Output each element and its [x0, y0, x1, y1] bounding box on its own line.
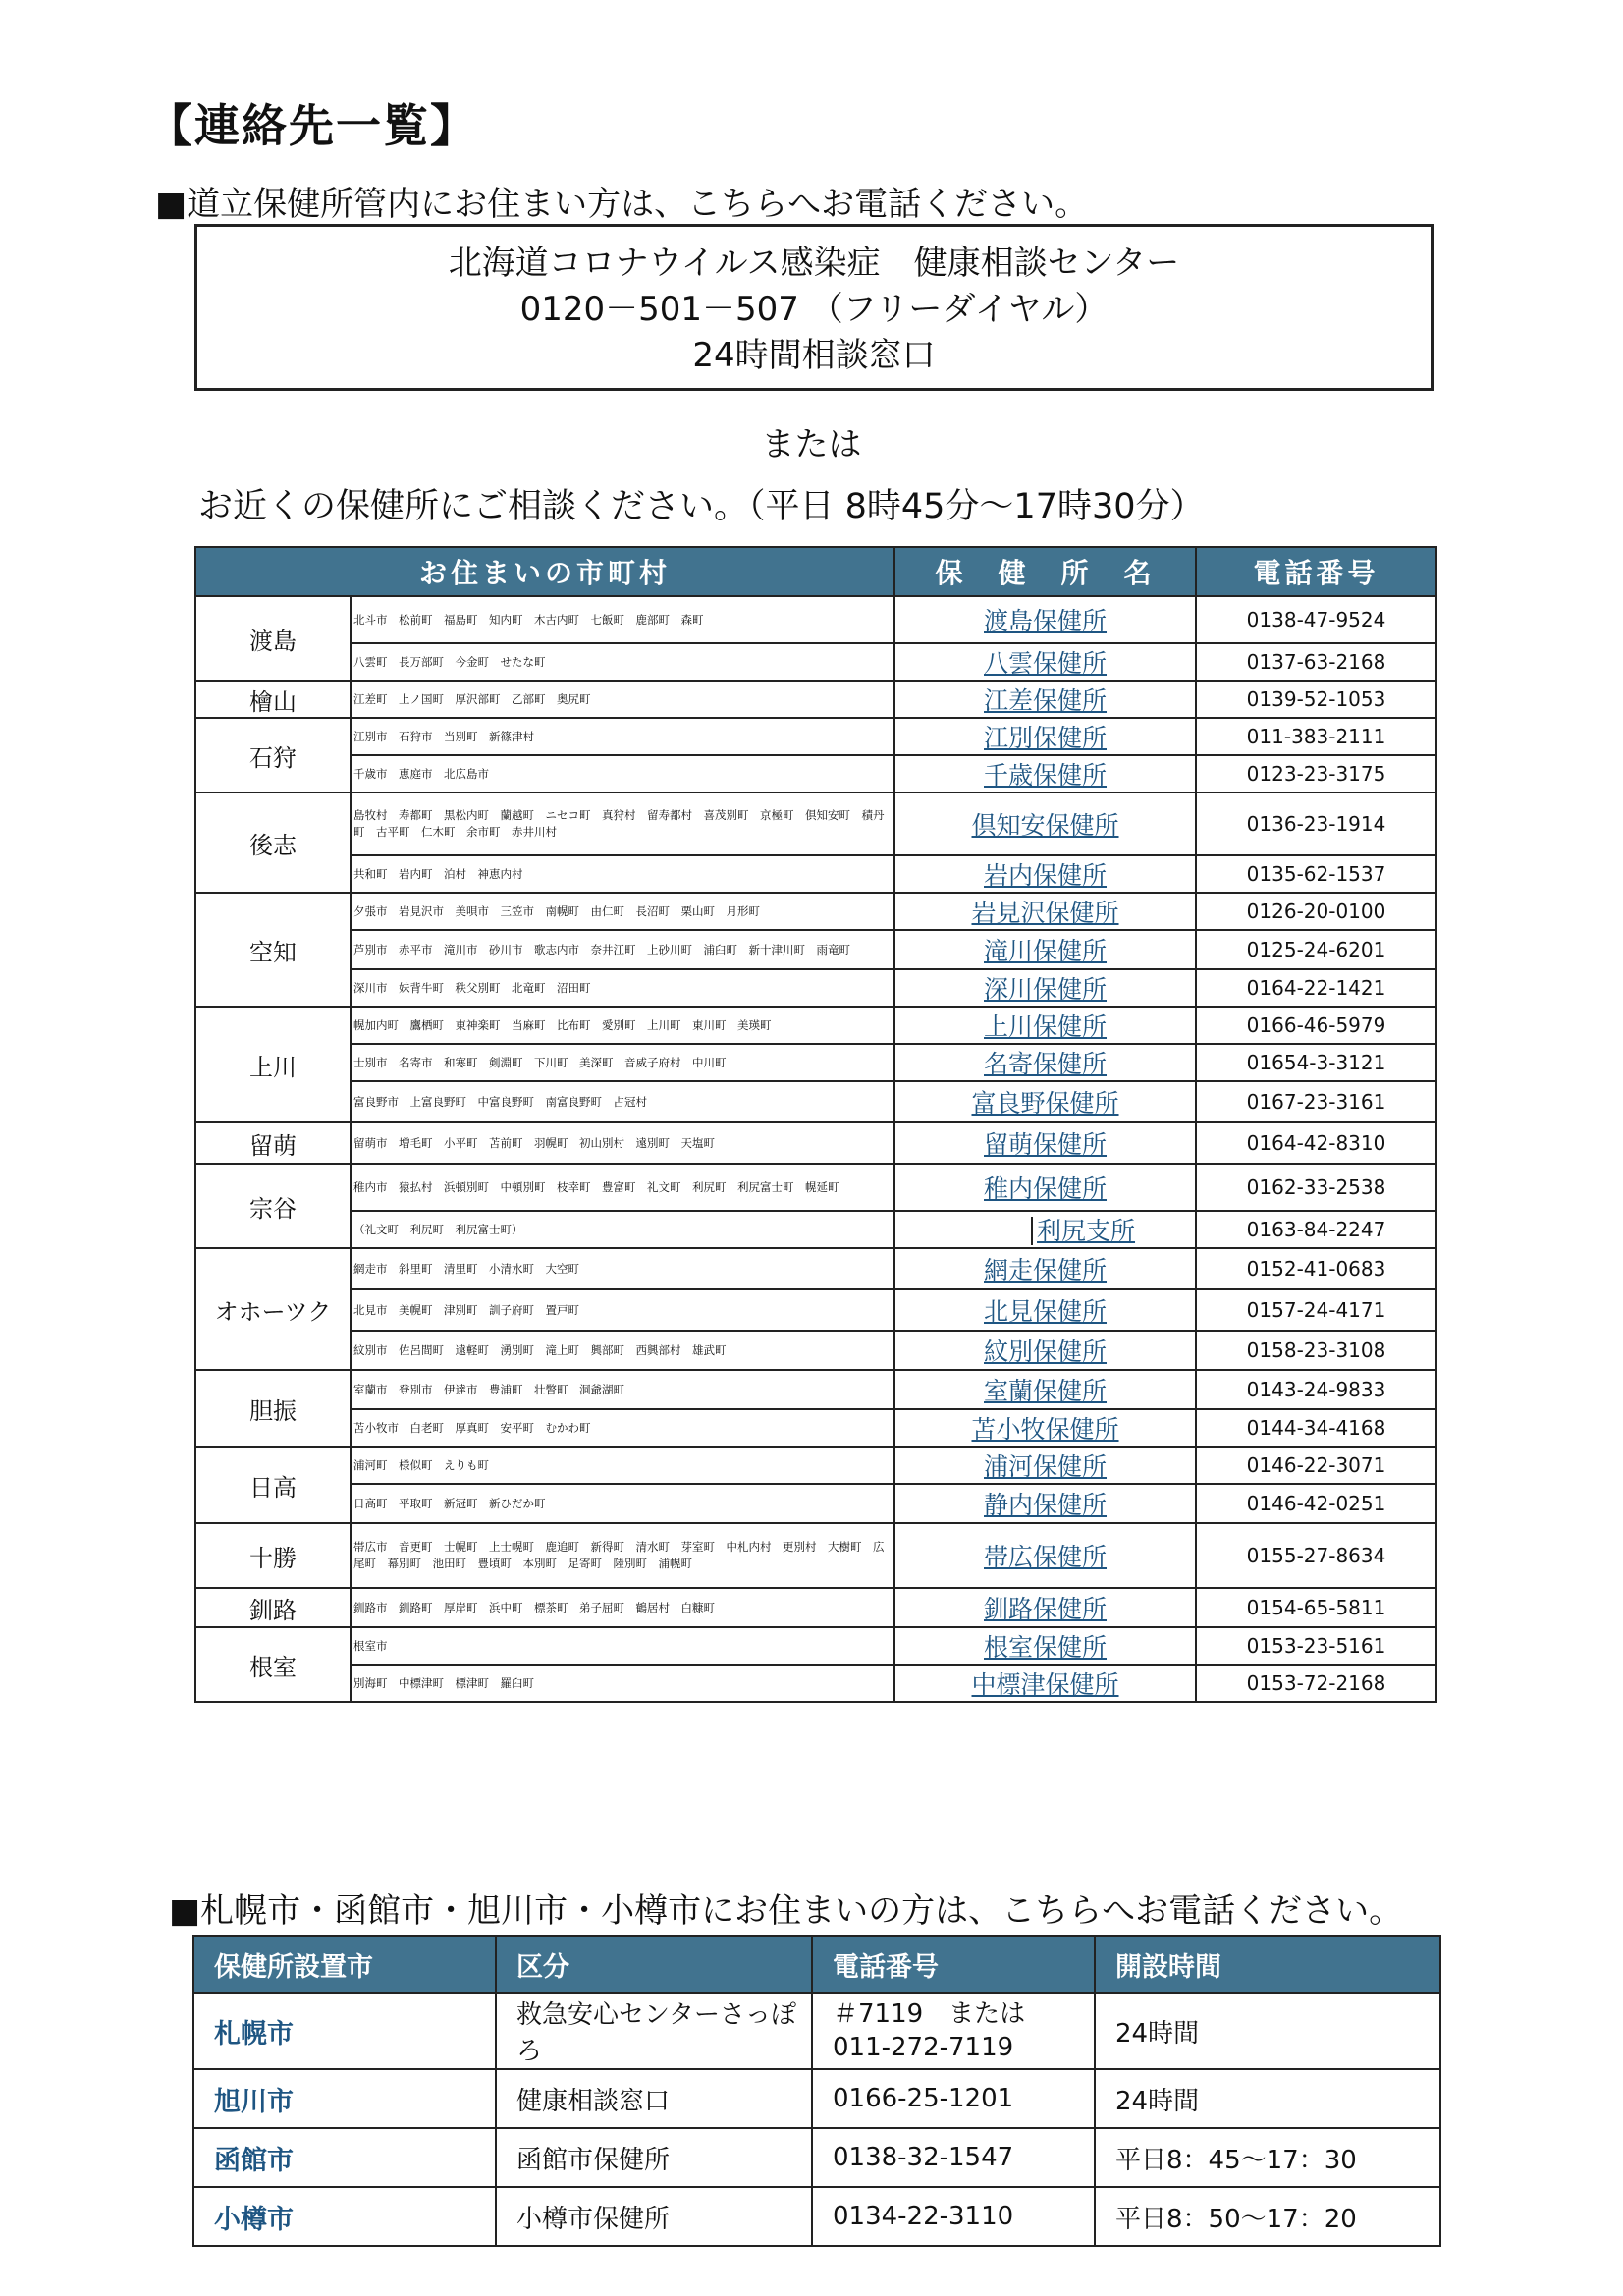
- phone-number: 0139-52-1053: [1196, 681, 1436, 718]
- consult-text: お近くの保健所にご相談ください。（平日 8時45分～17時30分）: [198, 487, 1205, 526]
- page-title: 【連絡先一覧】: [147, 99, 477, 152]
- table-row: [195, 1665, 1436, 1702]
- phone-number: 0163-84-2247: [1196, 1211, 1436, 1248]
- city-row: [193, 2187, 1440, 2246]
- city-name: 札幌市: [193, 1993, 496, 2069]
- city-table: [192, 1935, 1441, 2247]
- phone-number: 0164-22-1421: [1196, 969, 1436, 1007]
- table-row: [195, 1484, 1436, 1523]
- region-name: 檜山: [195, 681, 351, 718]
- table-row: [195, 1122, 1436, 1164]
- phone-line: 0134-22-3110: [833, 2202, 1014, 2231]
- region-name: オホーツク: [195, 1248, 351, 1370]
- office-link[interactable]: 倶知安保健所: [971, 811, 1119, 840]
- city-row: [193, 1993, 1440, 2069]
- municipality-list: 深川市 妹背牛町 秩父別町 北竜町 沼田町: [351, 969, 894, 1007]
- category: 函館市保健所: [496, 2128, 812, 2187]
- phone-number: 0137-63-2168: [1196, 643, 1436, 681]
- municipality-list: 江別市 石狩市 当別町 新篠津村: [351, 718, 894, 755]
- region-name: 胆振: [195, 1370, 351, 1447]
- municipality-list: 留萌市 増毛町 小平町 苫前町 羽幌町 初山別村 遠別町 天塩町: [351, 1122, 894, 1164]
- city-table-header-row: [193, 1936, 1440, 1993]
- office-link[interactable]: 滝川保健所: [984, 937, 1108, 965]
- city-name: 旭川市: [193, 2069, 496, 2128]
- office-link[interactable]: 中標津保健所: [971, 1670, 1119, 1699]
- phone-number: 0155-27-8634: [1196, 1523, 1436, 1588]
- table-row: [195, 793, 1436, 855]
- table-row: [195, 1211, 1436, 1248]
- office-cell: [894, 1289, 1196, 1331]
- table-row: [195, 1588, 1436, 1627]
- municipality-list: 網走市 斜里町 清里町 小清水町 大空町: [351, 1248, 894, 1289]
- table-row: [195, 1164, 1436, 1211]
- region-name: 留萌: [195, 1122, 351, 1164]
- municipality-list: 北見市 美幌町 津別町 訓子府町 置戸町: [351, 1289, 894, 1331]
- phone-number: 0144-34-4168: [1196, 1409, 1436, 1447]
- phone-number: 0126-20-0100: [1196, 893, 1436, 930]
- city-phone: [812, 2128, 1095, 2187]
- table-row: [195, 755, 1436, 793]
- office-cell: [894, 1447, 1196, 1484]
- region-name: 上川: [195, 1007, 351, 1122]
- phone-number: 0153-23-5161: [1196, 1627, 1436, 1665]
- region-name: 根室: [195, 1627, 351, 1702]
- table-row: [195, 1523, 1436, 1588]
- office-cell: [894, 1588, 1196, 1627]
- opening-hours: 24時間: [1095, 2069, 1440, 2128]
- municipality-list: 根室市: [351, 1627, 894, 1665]
- office-link[interactable]: 室蘭保健所: [984, 1377, 1108, 1405]
- table-row: [195, 643, 1436, 681]
- region-name: 宗谷: [195, 1164, 351, 1248]
- table-row: [195, 969, 1436, 1007]
- municipality-list: 江差町 上ノ国町 厚沢部町 乙部町 奥尻町: [351, 681, 894, 718]
- table-row: [195, 930, 1436, 969]
- phone-number: 0152-41-0683: [1196, 1248, 1436, 1289]
- office-cell: [894, 681, 1196, 718]
- municipality-list: 富良野市 上富良野町 中富良野町 南富良野町 占冠村: [351, 1081, 894, 1122]
- header-city: 保健所設置市: [193, 1936, 496, 1993]
- table-row: [195, 1007, 1436, 1044]
- office-link[interactable]: 江差保健所: [984, 686, 1108, 715]
- header-hours: 開設時間: [1095, 1936, 1440, 1993]
- office-cell: [894, 855, 1196, 893]
- phone-number: 0136-23-1914: [1196, 793, 1436, 855]
- office-cell: [894, 1665, 1196, 1702]
- category: 健康相談窓口: [496, 2069, 812, 2128]
- office-cell: [894, 755, 1196, 793]
- phone-number: 0166-46-5979: [1196, 1007, 1436, 1044]
- office-cell: [894, 1331, 1196, 1370]
- table-row: [195, 1370, 1436, 1409]
- office-link[interactable]: 利尻支所: [1031, 1217, 1135, 1245]
- table-row: [195, 1289, 1436, 1331]
- municipality-list: （礼文町 利尻町 利尻富士町）: [351, 1211, 894, 1248]
- city-phone: [812, 2069, 1095, 2128]
- office-link[interactable]: 留萌保健所: [984, 1130, 1108, 1159]
- phone-number: 0154-65-5811: [1196, 1588, 1436, 1627]
- phone-number: 01654-3-3121: [1196, 1044, 1436, 1081]
- region-name: 空知: [195, 893, 351, 1007]
- municipality-list: 千歳市 恵庭市 北広島市: [351, 755, 894, 793]
- phone-number: 0164-42-8310: [1196, 1122, 1436, 1164]
- phone-number: 0123-23-3175: [1196, 755, 1436, 793]
- opening-hours: 24時間: [1095, 1993, 1440, 2069]
- header-municipality: お住まいの市町村: [195, 547, 894, 596]
- phone-number: 0125-24-6201: [1196, 930, 1436, 969]
- category: 小樽市保健所: [496, 2187, 812, 2246]
- table-row: [195, 1447, 1436, 1484]
- hotline-hours: 24時間相談窓口: [692, 336, 936, 375]
- city-phone: [812, 1993, 1095, 2069]
- office-cell: [894, 1081, 1196, 1122]
- city-name: 函館市: [193, 2128, 496, 2187]
- office-cell: [894, 1164, 1196, 1211]
- municipality-list: 稚内市 猿払村 浜頓別町 中頓別町 枝幸町 豊富町 礼文町 利尻町 利尻富士町 幌延町: [351, 1164, 894, 1211]
- office-link[interactable]: 深川保健所: [984, 975, 1108, 1004]
- header-office: 保 健 所 名: [894, 547, 1196, 596]
- phone-number: 0146-22-3071: [1196, 1447, 1436, 1484]
- office-link[interactable]: 富良野保健所: [971, 1089, 1119, 1118]
- city-table-body: [193, 1993, 1440, 2246]
- office-link[interactable]: 帯広保健所: [984, 1543, 1108, 1571]
- municipality-list: 帯広市 音更町 士幌町 上士幌町 鹿追町 新得町 清水町 芽室町 中札内村 更別村 大樹町 広尾町 幕別町 池田町 豊頃町 本別町 足寄町 陸別町 浦幌町: [351, 1523, 894, 1588]
- office-link[interactable]: 江別保健所: [984, 724, 1108, 752]
- office-cell: [894, 893, 1196, 930]
- table-row: [195, 681, 1436, 718]
- office-cell: [894, 1484, 1196, 1523]
- hotline-name: 北海道コロナウイルス感染症 健康相談センター: [448, 244, 1180, 283]
- opening-hours: 平日8：45～17：30: [1095, 2128, 1440, 2187]
- office-link[interactable]: 千歳保健所: [984, 761, 1108, 790]
- office-link[interactable]: 上川保健所: [984, 1012, 1108, 1041]
- municipality-list: 芦別市 赤平市 滝川市 砂川市 歌志内市 奈井江町 上砂川町 浦臼町 新十津川町 雨竜町: [351, 930, 894, 969]
- office-link[interactable]: 紋別保健所: [984, 1338, 1108, 1366]
- municipality-list: 夕張市 岩見沢市 美唄市 三笠市 南幌町 由仁町 長沼町 栗山町 月形町: [351, 893, 894, 930]
- office-link[interactable]: 根室保健所: [984, 1633, 1108, 1662]
- phone-number: 011-383-2111: [1196, 718, 1436, 755]
- table-row: [195, 1044, 1436, 1081]
- phone-line: ＃7119 または: [833, 1999, 1026, 2029]
- table-row: [195, 893, 1436, 930]
- region-name: 十勝: [195, 1523, 351, 1588]
- office-cell: [894, 1044, 1196, 1081]
- table-row: [195, 1409, 1436, 1447]
- municipality-list: 苫小牧市 白老町 厚真町 安平町 むかわ町: [351, 1409, 894, 1447]
- municipality-list: 浦河町 様似町 えりも町: [351, 1447, 894, 1484]
- table-row: [195, 1248, 1436, 1289]
- hotline-number: 0120－501－507 （フリーダイヤル）: [519, 290, 1109, 329]
- office-link[interactable]: 岩内保健所: [984, 861, 1108, 890]
- municipality-list: 紋別市 佐呂間町 遠軽町 湧別町 滝上町 興部町 西興部村 雄武町: [351, 1331, 894, 1370]
- phone-line: 0166-25-1201: [833, 2084, 1014, 2113]
- table-row: [195, 855, 1436, 893]
- office-link[interactable]: 釧路保健所: [984, 1595, 1108, 1623]
- office-link[interactable]: 岩見沢保健所: [971, 899, 1119, 927]
- office-cell: [894, 793, 1196, 855]
- phone-number: 0143-24-9833: [1196, 1370, 1436, 1409]
- health-center-table: [194, 546, 1437, 1703]
- phone-number: 0135-62-1537: [1196, 855, 1436, 893]
- table-row: [195, 596, 1436, 643]
- city-row: [193, 2128, 1440, 2187]
- office-link[interactable]: 網走保健所: [984, 1256, 1108, 1285]
- office-cell: [894, 1122, 1196, 1164]
- office-cell: [894, 643, 1196, 681]
- header-city-tel: 電話番号: [812, 1936, 1095, 1993]
- table-row: [195, 1627, 1436, 1665]
- hotline-box: [194, 224, 1434, 391]
- header-tel: 電話番号: [1196, 547, 1436, 596]
- table-row: [195, 1081, 1436, 1122]
- phone-number: 0167-23-3161: [1196, 1081, 1436, 1122]
- phone-line: 0138-32-1547: [833, 2143, 1014, 2172]
- section2-heading: ■札幌市・函館市・旭川市・小樽市にお住まいの方は、こちらへお電話ください。: [169, 1891, 1403, 1931]
- office-cell: [894, 969, 1196, 1007]
- office-cell: [894, 718, 1196, 755]
- office-cell: [894, 1523, 1196, 1588]
- phone-number: 0157-24-4171: [1196, 1289, 1436, 1331]
- city-name: 小樽市: [193, 2187, 496, 2246]
- office-link[interactable]: 稚内保健所: [984, 1175, 1108, 1203]
- region-name: 釧路: [195, 1588, 351, 1627]
- phone-number: 0162-33-2538: [1196, 1164, 1436, 1211]
- office-cell: [894, 1370, 1196, 1409]
- office-cell: [894, 1409, 1196, 1447]
- municipality-list: 幌加内町 鷹栖町 東神楽町 当麻町 比布町 愛別町 上川町 東川町 美瑛町: [351, 1007, 894, 1044]
- table-row: [195, 1331, 1436, 1370]
- region-name: 渡島: [195, 596, 351, 681]
- table-row: [195, 718, 1436, 755]
- section1-heading: ■道立保健所管内にお住まい方は、こちらへお電話ください。: [155, 185, 1089, 224]
- region-name: 石狩: [195, 718, 351, 793]
- region-name: 後志: [195, 793, 351, 893]
- health-center-table-body: [195, 596, 1436, 1702]
- municipality-list: 室蘭市 登別市 伊達市 豊浦町 壮瞥町 洞爺湖町: [351, 1370, 894, 1409]
- municipality-list: 八雲町 長万部町 今金町 せたな町: [351, 643, 894, 681]
- office-link[interactable]: 北見保健所: [984, 1297, 1108, 1326]
- city-row: [193, 2069, 1440, 2128]
- header-category: 区分: [496, 1936, 812, 1993]
- municipality-list: 士別市 名寄市 和寒町 剣淵町 下川町 美深町 音威子府村 中川町: [351, 1044, 894, 1081]
- office-cell: [894, 1248, 1196, 1289]
- office-link[interactable]: 静内保健所: [984, 1491, 1108, 1519]
- office-link[interactable]: 名寄保健所: [984, 1050, 1108, 1078]
- municipality-list: 共和町 岩内町 泊村 神恵内村: [351, 855, 894, 893]
- office-link[interactable]: 八雲保健所: [984, 649, 1108, 678]
- office-link[interactable]: 苫小牧保健所: [971, 1415, 1119, 1444]
- municipality-list: 別海町 中標津町 標津町 羅臼町: [351, 1665, 894, 1702]
- office-cell: [894, 1007, 1196, 1044]
- table-header-row: [195, 547, 1436, 596]
- phone-line: 011-272-7119: [833, 2033, 1014, 2062]
- office-cell: [894, 1627, 1196, 1665]
- city-phone: [812, 2187, 1095, 2246]
- phone-number: 0146-42-0251: [1196, 1484, 1436, 1523]
- municipality-list: 北斗市 松前町 福島町 知内町 木古内町 七飯町 鹿部町 森町: [351, 596, 894, 643]
- or-text: または: [761, 425, 862, 465]
- municipality-list: 島牧村 寿都町 黒松内町 蘭越町 ニセコ町 真狩村 留寿都村 喜茂別町 京極町 倶知安町 積丹町 古平町 仁木町 余市町 赤井川村: [351, 793, 894, 855]
- phone-number: 0153-72-2168: [1196, 1665, 1436, 1702]
- region-name: 日高: [195, 1447, 351, 1523]
- office-cell: [894, 930, 1196, 969]
- office-link[interactable]: 浦河保健所: [984, 1452, 1108, 1481]
- office-cell: [894, 1211, 1196, 1248]
- phone-number: 0138-47-9524: [1196, 596, 1436, 643]
- municipality-list: 釧路市 釧路町 厚岸町 浜中町 標茶町 弟子屈町 鶴居村 白糠町: [351, 1588, 894, 1627]
- opening-hours: 平日8：50～17：20: [1095, 2187, 1440, 2246]
- category: 救急安心センターさっぽろ: [496, 1993, 812, 2069]
- municipality-list: 日高町 平取町 新冠町 新ひだか町: [351, 1484, 894, 1523]
- office-cell: [894, 596, 1196, 643]
- phone-number: 0158-23-3108: [1196, 1331, 1436, 1370]
- office-link[interactable]: 渡島保健所: [984, 607, 1108, 635]
